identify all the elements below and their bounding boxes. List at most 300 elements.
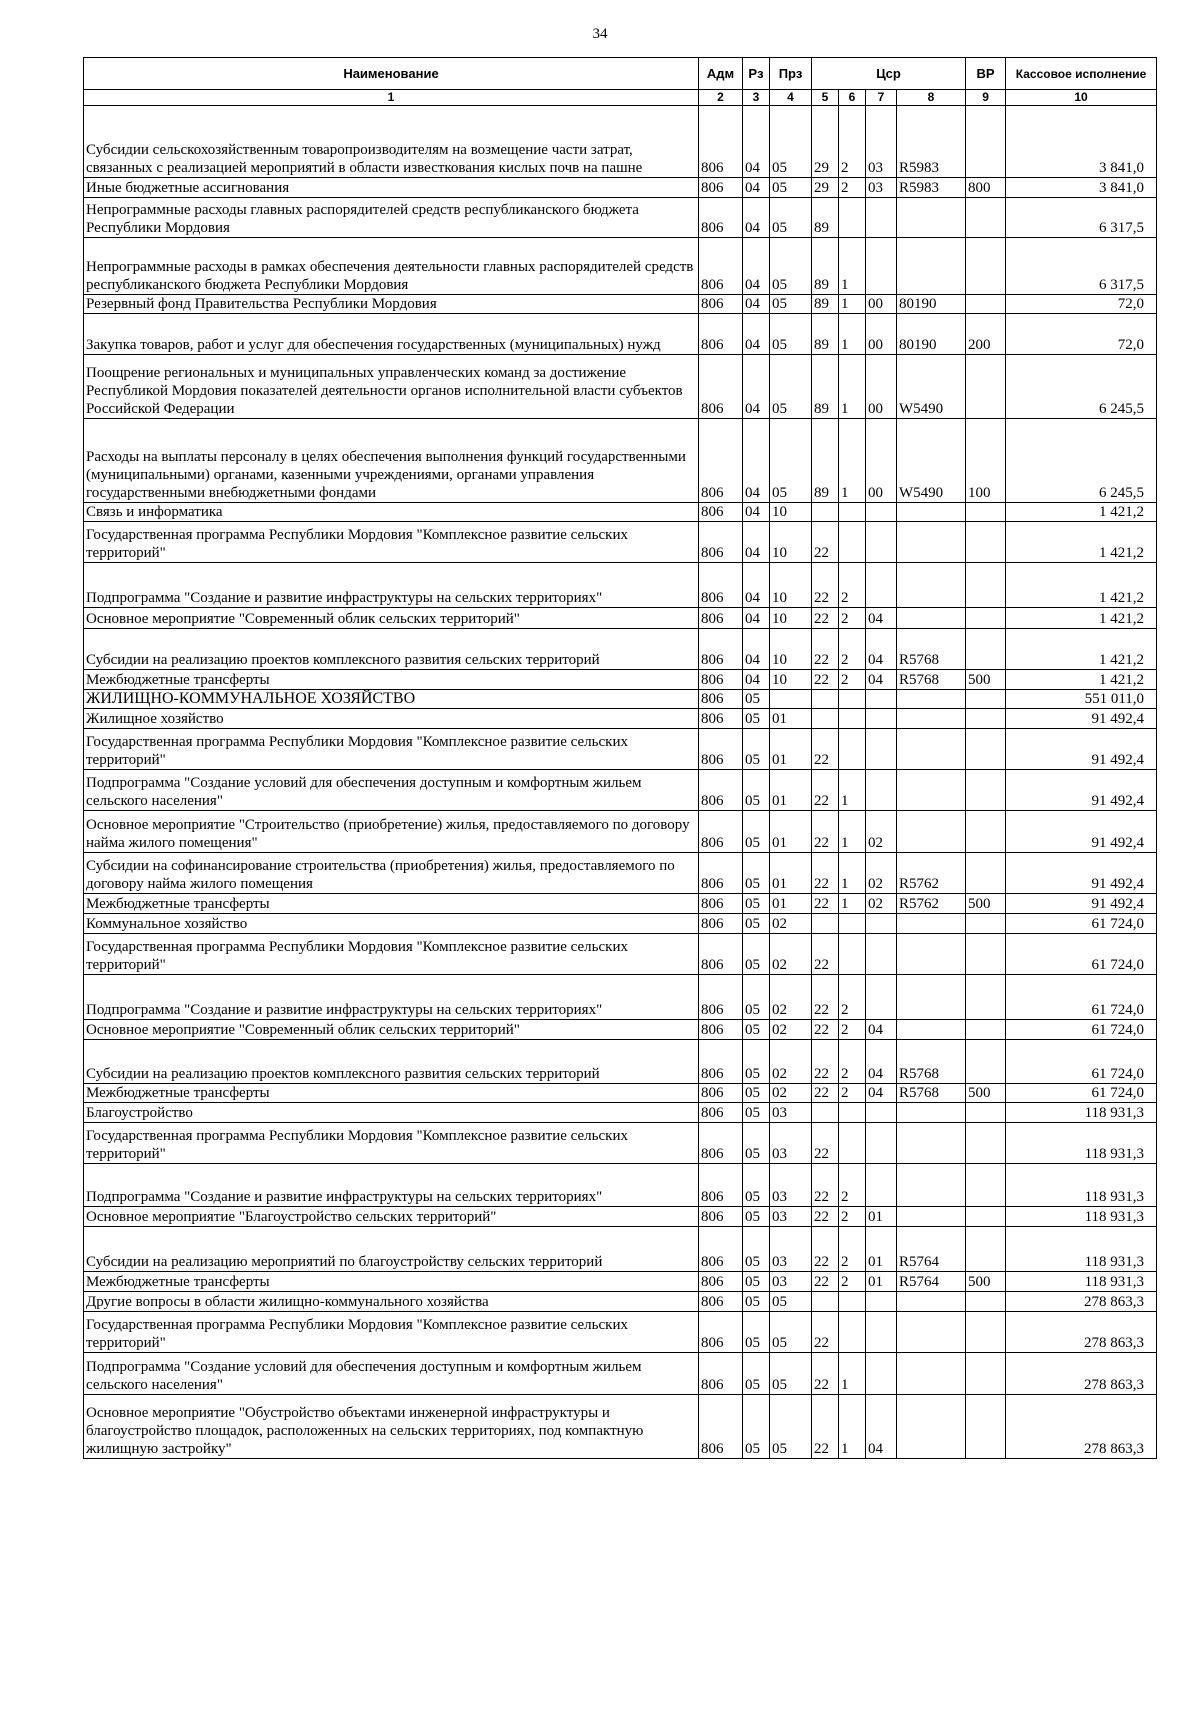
row-prz: 05 [770,1292,812,1312]
row-name: Поощрение региональных и муниципальных управленческих команд за достижение Республикой Мордовия показателей деятельности органов исполнительной власти субъектов Российской Федерации [84,355,699,419]
row-csr-event: 00 [866,355,897,419]
table-row [84,419,1157,503]
row-csr-code [897,238,966,295]
row-csr-program: 22 [812,1353,839,1395]
row-name: ЖИЛИЩНО-КОММУНАЛЬНОЕ ХОЗЯЙСТВО [84,690,699,709]
row-csr-code [897,1103,966,1123]
row-csr-event: 00 [866,295,897,314]
row-adm: 806 [699,419,743,503]
row-csr-subprogram: 1 [839,238,866,295]
row-amount: 61 724,0 [1006,934,1157,975]
row-adm: 806 [699,1040,743,1084]
row-name: Жилищное хозяйство [84,709,699,729]
table-row [84,934,1157,975]
row-amount: 278 863,3 [1006,1353,1157,1395]
row-rz: 05 [743,1272,770,1292]
row-adm: 806 [699,1292,743,1312]
row-amount: 118 931,3 [1006,1123,1157,1164]
row-rz: 05 [743,1164,770,1207]
row-name: Другие вопросы в области жилищно-коммунального хозяйства [84,1292,699,1312]
row-adm: 806 [699,914,743,934]
row-adm: 806 [699,522,743,563]
row-rz: 04 [743,238,770,295]
row-csr-event [866,690,897,709]
row-vr: 500 [966,670,1006,690]
column-number: 9 [966,90,1006,106]
row-amount: 6 317,5 [1006,198,1157,238]
row-csr-program: 89 [812,355,839,419]
row-csr-event: 00 [866,314,897,355]
row-prz: 03 [770,1103,812,1123]
row-csr-event [866,729,897,770]
row-adm: 806 [699,314,743,355]
table-row [84,563,1157,608]
row-csr-program: 89 [812,314,839,355]
column-number: 7 [866,90,897,106]
row-adm: 806 [699,770,743,811]
row-csr-subprogram: 1 [839,314,866,355]
row-csr-subprogram: 2 [839,975,866,1020]
row-prz [770,690,812,709]
row-prz: 03 [770,1207,812,1227]
row-amount: 278 863,3 [1006,1312,1157,1353]
row-amount: 91 492,4 [1006,894,1157,914]
row-prz: 10 [770,522,812,563]
row-csr-subprogram [839,1312,866,1353]
budget-table [83,57,1157,1459]
row-csr-program: 22 [812,522,839,563]
row-csr-program [812,914,839,934]
row-vr [966,295,1006,314]
row-csr-program: 22 [812,670,839,690]
row-adm: 806 [699,690,743,709]
row-prz: 03 [770,1123,812,1164]
row-csr-event [866,1353,897,1395]
page-number: 34 [592,26,608,42]
row-csr-code: R5768 [897,670,966,690]
row-vr: 500 [966,894,1006,914]
row-csr-subprogram [839,503,866,522]
row-adm: 806 [699,1164,743,1207]
row-amount: 6 245,5 [1006,355,1157,419]
row-vr: 800 [966,178,1006,198]
row-amount: 118 931,3 [1006,1207,1157,1227]
row-csr-program: 22 [812,1123,839,1164]
row-csr-event [866,1292,897,1312]
row-amount: 278 863,3 [1006,1292,1157,1312]
row-csr-subprogram: 2 [839,1084,866,1103]
row-rz: 05 [743,1020,770,1040]
row-prz: 05 [770,419,812,503]
row-csr-program: 22 [812,1395,839,1459]
row-adm: 806 [699,1207,743,1227]
row-rz: 04 [743,295,770,314]
row-amount: 1 421,2 [1006,629,1157,670]
row-name: Резервный фонд Правительства Республики Мордовия [84,295,699,314]
row-amount: 118 931,3 [1006,1164,1157,1207]
row-adm: 806 [699,355,743,419]
table-row [84,1292,1157,1312]
row-rz: 04 [743,314,770,355]
row-adm: 806 [699,1312,743,1353]
row-amount: 61 724,0 [1006,1040,1157,1084]
row-csr-code [897,770,966,811]
row-amount: 278 863,3 [1006,1395,1157,1459]
row-csr-code [897,503,966,522]
row-csr-code: R5762 [897,853,966,894]
row-rz: 04 [743,106,770,178]
row-csr-event: 01 [866,1207,897,1227]
row-adm: 806 [699,811,743,853]
row-vr [966,690,1006,709]
row-adm: 806 [699,295,743,314]
table-row [84,709,1157,729]
row-vr: 200 [966,314,1006,355]
row-name: Государственная программа Республики Мордовия "Комплексное развитие сельских территорий" [84,1123,699,1164]
row-csr-event: 03 [866,178,897,198]
row-amount: 1 421,2 [1006,503,1157,522]
row-name: Подпрограмма "Создание и развитие инфраструктуры на сельских территориях" [84,563,699,608]
row-csr-event: 04 [866,608,897,629]
row-adm: 806 [699,1103,743,1123]
row-prz: 01 [770,811,812,853]
row-rz: 04 [743,355,770,419]
row-csr-event: 04 [866,670,897,690]
row-prz: 02 [770,1084,812,1103]
row-csr-subprogram: 2 [839,629,866,670]
row-prz: 02 [770,1040,812,1084]
table-row [84,198,1157,238]
row-csr-subprogram: 2 [839,563,866,608]
row-csr-code: W5490 [897,419,966,503]
header-prz: Прз [770,58,812,90]
row-csr-program: 22 [812,934,839,975]
row-rz: 05 [743,1123,770,1164]
row-amount: 6 245,5 [1006,419,1157,503]
row-csr-code [897,522,966,563]
row-vr [966,729,1006,770]
row-name: Государственная программа Республики Мордовия "Комплексное развитие сельских территорий" [84,522,699,563]
header-row [84,58,1157,90]
row-name: Государственная программа Республики Мордовия "Комплексное развитие сельских территорий" [84,934,699,975]
header-kassa: Кассовое исполнение [1006,58,1157,90]
row-csr-program: 22 [812,1164,839,1207]
header-vr: ВР [966,58,1006,90]
row-vr [966,709,1006,729]
table-row [84,608,1157,629]
row-csr-subprogram: 1 [839,1353,866,1395]
table-row [84,770,1157,811]
row-name: Расходы на выплаты персоналу в целях обеспечения выполнения функций государственными (муниципальными) органами, казенными учреждениями, органами управления государственными внебюджетными фондами [84,419,699,503]
row-csr-program: 22 [812,853,839,894]
row-adm: 806 [699,934,743,975]
row-rz: 05 [743,975,770,1020]
row-csr-code: 80190 [897,314,966,355]
row-prz: 05 [770,1353,812,1395]
row-csr-event: 04 [866,1395,897,1459]
row-rz: 05 [743,914,770,934]
row-csr-program: 29 [812,178,839,198]
row-amount: 61 724,0 [1006,1020,1157,1040]
row-prz: 02 [770,975,812,1020]
row-name: Непрограммные расходы в рамках обеспечения деятельности главных распорядителей средств республиканского бюджета Республики Мордовия [84,238,699,295]
row-rz: 05 [743,894,770,914]
table-row [84,729,1157,770]
row-csr-code: R5764 [897,1272,966,1292]
column-number: 6 [839,90,866,106]
row-vr [966,975,1006,1020]
row-csr-code [897,1312,966,1353]
row-prz: 03 [770,1227,812,1272]
row-vr [966,1312,1006,1353]
row-csr-subprogram [839,914,866,934]
row-vr: 500 [966,1272,1006,1292]
row-name: Подпрограмма "Создание и развитие инфраструктуры на сельских территориях" [84,975,699,1020]
row-amount: 118 931,3 [1006,1103,1157,1123]
table-row [84,811,1157,853]
row-csr-subprogram: 2 [839,1020,866,1040]
header-name: Наименование [84,58,699,90]
row-amount: 91 492,4 [1006,811,1157,853]
row-csr-event [866,709,897,729]
row-csr-program: 89 [812,295,839,314]
row-csr-subprogram: 1 [839,295,866,314]
row-name: Основное мероприятие "Обустройство объектами инженерной инфраструктуры и благоустройство площадок, расположенных на сельских территориях, под компактную жилищную застройку" [84,1395,699,1459]
row-csr-event: 04 [866,1040,897,1084]
row-csr-program: 22 [812,1020,839,1040]
row-csr-program: 22 [812,811,839,853]
row-prz: 01 [770,894,812,914]
row-csr-code [897,690,966,709]
table-row [84,106,1157,178]
row-prz: 10 [770,629,812,670]
row-csr-subprogram: 1 [839,1395,866,1459]
row-name: Межбюджетные трансферты [84,894,699,914]
table-row [84,238,1157,295]
row-name: Иные бюджетные ассигнования [84,178,699,198]
row-vr [966,608,1006,629]
row-rz: 05 [743,853,770,894]
row-vr [966,934,1006,975]
row-rz: 04 [743,629,770,670]
row-adm: 806 [699,198,743,238]
row-csr-program: 89 [812,238,839,295]
row-adm: 806 [699,709,743,729]
column-number-row [84,90,1157,106]
row-rz: 05 [743,1040,770,1084]
row-amount: 91 492,4 [1006,853,1157,894]
header-rz: Рз [743,58,770,90]
table-row [84,1103,1157,1123]
row-adm: 806 [699,1020,743,1040]
row-csr-code [897,934,966,975]
row-vr [966,1227,1006,1272]
row-rz: 04 [743,178,770,198]
row-csr-code [897,198,966,238]
row-csr-event [866,975,897,1020]
row-csr-event: 02 [866,811,897,853]
row-csr-subprogram: 2 [839,1164,866,1207]
row-csr-program: 22 [812,1084,839,1103]
table-row [84,670,1157,690]
row-rz: 05 [743,1103,770,1123]
table-row [84,522,1157,563]
row-csr-program: 22 [812,1227,839,1272]
row-prz: 05 [770,314,812,355]
row-rz: 04 [743,670,770,690]
row-csr-subprogram: 1 [839,770,866,811]
row-rz: 05 [743,1084,770,1103]
row-csr-subprogram: 1 [839,853,866,894]
row-amount: 1 421,2 [1006,522,1157,563]
row-adm: 806 [699,1353,743,1395]
row-amount: 91 492,4 [1006,770,1157,811]
row-rz: 04 [743,503,770,522]
row-csr-code: R5768 [897,1084,966,1103]
row-csr-event [866,522,897,563]
row-csr-code [897,729,966,770]
row-csr-event: 04 [866,1020,897,1040]
table-row [84,690,1157,709]
row-csr-code [897,1020,966,1040]
row-csr-event: 02 [866,894,897,914]
row-prz: 05 [770,106,812,178]
row-vr [966,563,1006,608]
row-adm: 806 [699,729,743,770]
table-row [84,629,1157,670]
table-row [84,1312,1157,1353]
table-row [84,975,1157,1020]
table-row [84,1040,1157,1084]
row-csr-subprogram: 1 [839,894,866,914]
row-adm: 806 [699,608,743,629]
row-adm: 806 [699,1123,743,1164]
row-adm: 806 [699,894,743,914]
table-row [84,295,1157,314]
row-csr-code [897,1292,966,1312]
row-name: Межбюджетные трансферты [84,670,699,690]
table-row [84,1164,1157,1207]
row-name: Субсидии сельскохозяйственным товаропроизводителям на возмещение части затрат, связанных с реализацией мероприятий в области известкования кислых почв на пашне [84,106,699,178]
row-rz: 04 [743,198,770,238]
row-csr-event: 04 [866,629,897,670]
row-rz: 05 [743,770,770,811]
row-csr-event [866,503,897,522]
row-adm: 806 [699,238,743,295]
row-rz: 05 [743,1353,770,1395]
header-csr: Цср [812,58,966,90]
row-csr-program: 22 [812,563,839,608]
row-csr-subprogram: 2 [839,178,866,198]
row-adm: 806 [699,1227,743,1272]
row-name: Подпрограмма "Создание условий для обеспечения доступным и комфортным жильем сельского населения" [84,1353,699,1395]
row-rz: 05 [743,1395,770,1459]
row-csr-subprogram: 2 [839,1227,866,1272]
row-name: Субсидии на реализацию проектов комплексного развития сельских территорий [84,1040,699,1084]
row-adm: 806 [699,1084,743,1103]
row-csr-code [897,709,966,729]
row-csr-program: 22 [812,729,839,770]
row-csr-event: 04 [866,1084,897,1103]
row-rz: 05 [743,709,770,729]
row-csr-subprogram: 2 [839,106,866,178]
row-csr-code [897,1353,966,1395]
row-csr-subprogram [839,729,866,770]
row-csr-program: 89 [812,419,839,503]
row-csr-code: W5490 [897,355,966,419]
column-number: 3 [743,90,770,106]
header-adm: Адм [699,58,743,90]
row-csr-event [866,1312,897,1353]
row-vr: 500 [966,1084,1006,1103]
row-amount: 1 421,2 [1006,670,1157,690]
row-csr-code [897,1164,966,1207]
row-rz: 05 [743,811,770,853]
row-rz: 05 [743,1207,770,1227]
row-csr-subprogram: 2 [839,608,866,629]
table-row [84,853,1157,894]
table-row [84,355,1157,419]
row-name: Основное мероприятие "Современный облик сельских территорий" [84,608,699,629]
row-prz: 05 [770,178,812,198]
row-prz: 05 [770,355,812,419]
row-adm: 806 [699,975,743,1020]
row-amount: 61 724,0 [1006,1084,1157,1103]
row-name: Подпрограмма "Создание условий для обеспечения доступным и комфортным жильем сельского населения" [84,770,699,811]
table-row [84,1395,1157,1459]
row-prz: 02 [770,914,812,934]
row-csr-code: R5768 [897,629,966,670]
row-adm: 806 [699,563,743,608]
row-csr-program: 22 [812,1272,839,1292]
table-row [84,314,1157,355]
row-csr-event [866,1123,897,1164]
row-name: Подпрограмма "Создание и развитие инфраструктуры на сельских территориях" [84,1164,699,1207]
row-prz: 05 [770,1395,812,1459]
row-amount: 3 841,0 [1006,178,1157,198]
table-row [84,1353,1157,1395]
row-csr-program: 22 [812,608,839,629]
row-csr-program [812,1292,839,1312]
row-csr-event [866,914,897,934]
table-row [84,178,1157,198]
row-csr-program [812,1103,839,1123]
column-number: 10 [1006,90,1157,106]
row-vr [966,1040,1006,1084]
row-amount: 118 931,3 [1006,1227,1157,1272]
row-name: Субсидии на реализацию проектов комплексного развития сельских территорий [84,629,699,670]
row-csr-event [866,198,897,238]
row-csr-event [866,934,897,975]
row-csr-code: R5762 [897,894,966,914]
row-amount: 72,0 [1006,295,1157,314]
row-csr-program: 89 [812,198,839,238]
row-amount: 91 492,4 [1006,709,1157,729]
row-csr-code [897,608,966,629]
row-vr [966,811,1006,853]
row-csr-program: 22 [812,894,839,914]
row-csr-event: 00 [866,419,897,503]
row-adm: 806 [699,1395,743,1459]
row-adm: 806 [699,503,743,522]
row-adm: 806 [699,629,743,670]
table-row [84,1123,1157,1164]
row-csr-program: 22 [812,1312,839,1353]
row-name: Коммунальное хозяйство [84,914,699,934]
row-prz: 10 [770,563,812,608]
row-csr-program [812,709,839,729]
row-vr [966,198,1006,238]
